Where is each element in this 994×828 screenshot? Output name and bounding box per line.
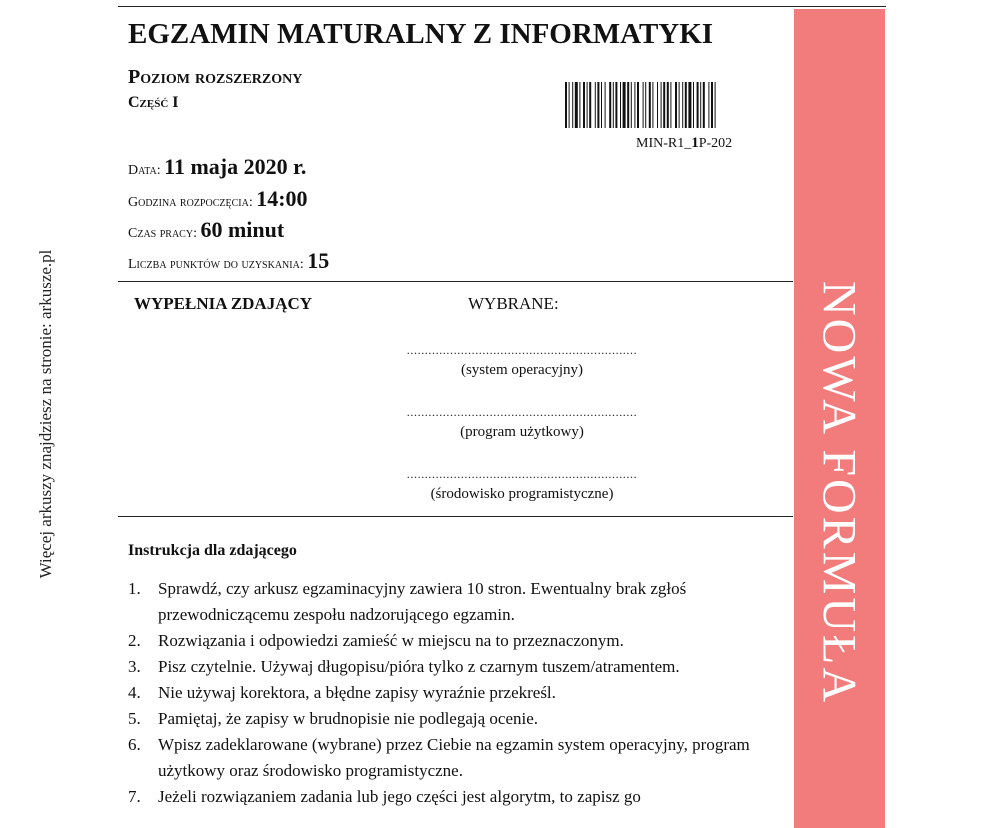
instruction-text: Pisz czytelnie. Używaj długopisu/pióra tylko z czarnym tuszem/atramentem. bbox=[158, 657, 680, 676]
instructions-title: Instrukcja dla zdającego bbox=[128, 542, 297, 559]
ide-caption: (środowisko programistyczne) bbox=[430, 486, 614, 502]
instruction-text: Jeżeli rozwiązaniem zadania lub jego części jest algorytm, to zapisz go bbox=[158, 787, 641, 806]
date-value: 11 maja 2020 r. bbox=[164, 154, 307, 179]
exam-code-suffix: P-202 bbox=[698, 136, 733, 151]
os-field[interactable] bbox=[404, 344, 640, 379]
exam-code bbox=[636, 135, 732, 152]
barcode bbox=[565, 82, 751, 128]
new-formula-banner bbox=[794, 9, 885, 828]
instruction-item bbox=[128, 576, 768, 628]
exam-title: EGZAMIN MATURALNY Z INFORMATYKI bbox=[128, 18, 714, 50]
app-dots: ................................................................ bbox=[406, 406, 638, 418]
fill-label: WYPEŁNIA ZDAJĄCY bbox=[134, 294, 313, 313]
start-value: 14:00 bbox=[256, 186, 308, 211]
chosen-label: WYBRANE: bbox=[468, 294, 559, 313]
side-note: Więcej arkuszy znajdziesz na stronie: arkusze.pl bbox=[36, 249, 55, 579]
instruction-item bbox=[128, 784, 768, 810]
os-caption: (system operacyjny) bbox=[460, 362, 584, 378]
instruction-text: Pamiętaj, że zapisy w brudnopisie nie podlegają ocenie. bbox=[158, 709, 539, 728]
instruction-number: 2. bbox=[128, 631, 141, 650]
instruction-text: Wpisz zadeklarowane (wybrane) przez Ciebie na egzamin system operacyjny, program użytkowy oraz środowisko programistyczne. bbox=[158, 735, 750, 780]
time-label: Czas pracy: bbox=[128, 226, 197, 241]
instruction-number: 6. bbox=[128, 735, 141, 754]
section-divider bbox=[118, 281, 793, 282]
exam-part: Część I bbox=[128, 94, 179, 111]
ide-dots: ................................................................ bbox=[406, 468, 638, 480]
points-label: Liczba punktów do uzyskania: bbox=[128, 257, 304, 272]
instruction-item bbox=[128, 628, 768, 654]
section-divider-2 bbox=[118, 516, 793, 517]
points-row bbox=[128, 248, 329, 274]
instruction-item bbox=[128, 706, 768, 732]
instruction-item bbox=[128, 732, 768, 784]
os-dots: ................................................................ bbox=[406, 344, 638, 356]
instruction-number: 3. bbox=[128, 657, 141, 676]
exam-code-bold: 1 bbox=[691, 135, 699, 151]
start-row bbox=[128, 186, 308, 212]
instructions-list bbox=[128, 576, 768, 810]
instruction-text: Sprawdź, czy arkusz egzaminacyjny zawiera 10 stron. Ewentualny brak zgłoś przewodniczącemu zespołu nadzorującego egzamin. bbox=[158, 579, 687, 624]
instruction-item bbox=[128, 654, 768, 680]
time-row bbox=[128, 217, 284, 243]
instruction-number: 4. bbox=[128, 683, 141, 702]
instruction-number: 1. bbox=[128, 579, 141, 598]
exam-code-prefix: MIN-R1_ bbox=[636, 136, 692, 151]
instruction-item bbox=[128, 680, 768, 706]
instruction-text: Rozwiązania i odpowiedzi zamieść w miejscu na to przeznaczonym. bbox=[158, 631, 624, 650]
instruction-text: Nie używaj korektora, a błędne zapisy wyraźnie przekreśl. bbox=[158, 683, 556, 702]
ide-field[interactable] bbox=[404, 468, 640, 503]
instruction-number: 5. bbox=[128, 709, 141, 728]
date-label: Data: bbox=[128, 163, 161, 178]
top-rule bbox=[118, 6, 886, 7]
exam-level: Poziom rozszerzony bbox=[128, 66, 303, 88]
start-label: Godzina rozpoczęcia: bbox=[128, 195, 253, 210]
banner-text: NOWA FORMUŁA bbox=[812, 280, 866, 706]
instruction-number: 7. bbox=[128, 787, 141, 806]
app-field[interactable] bbox=[404, 406, 640, 441]
app-caption: (program użytkowy) bbox=[460, 424, 584, 440]
date-row bbox=[128, 154, 306, 180]
points-value: 15 bbox=[307, 248, 330, 273]
time-value: 60 minut bbox=[200, 217, 285, 242]
